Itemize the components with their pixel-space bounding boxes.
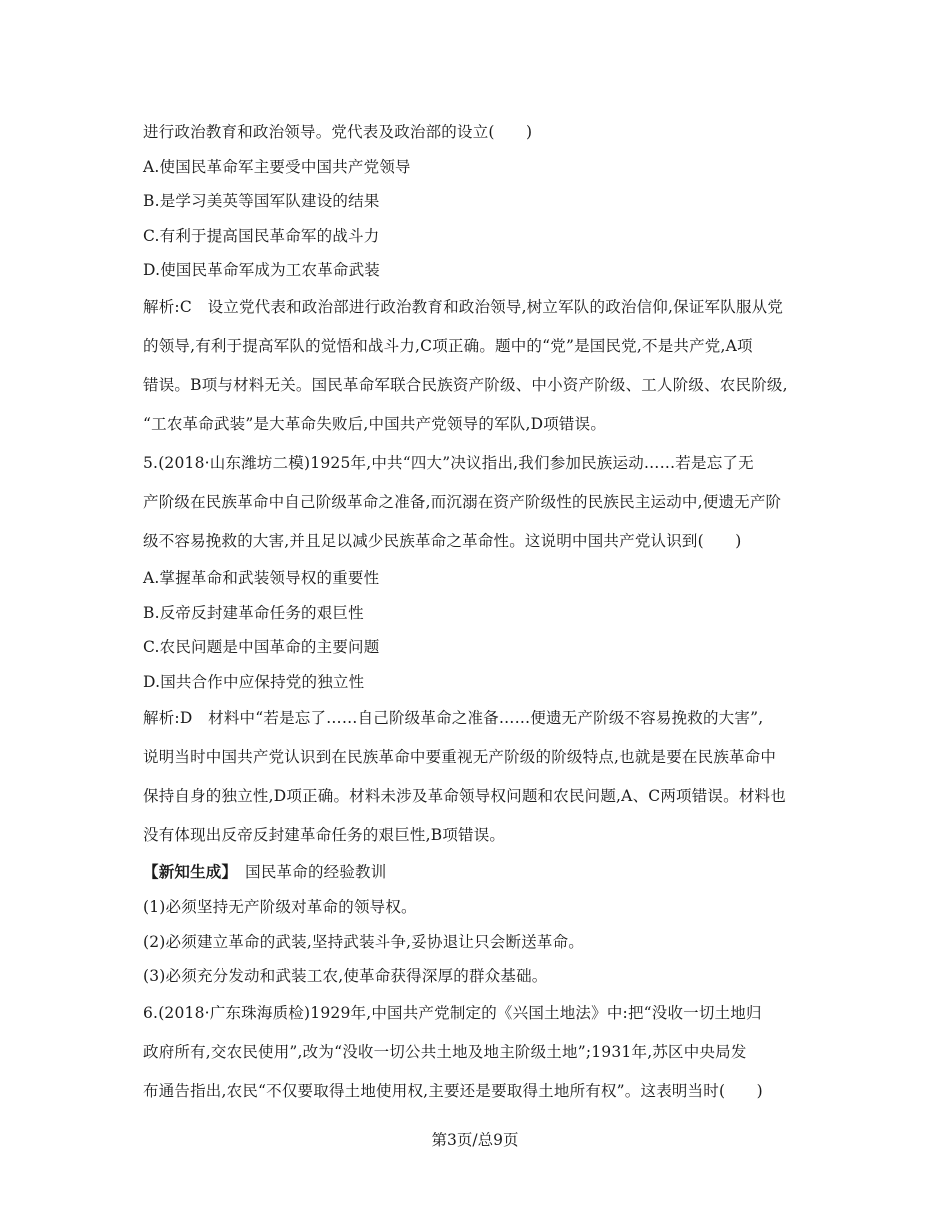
page-footer: 第3页/总9页: [431, 1131, 519, 1149]
question-5-stem-line: 5.(2018·山东潍坊二模)1925年,中共“四大”决议指出,我们参加民族运动……若是忘了无: [143, 453, 754, 472]
question-4-option-a: A.使国民革命军主要受中国共产党领导: [143, 157, 411, 176]
question-6-stem-line: 6.(2018·广东珠海质检)1929年,中国共产党制定的《兴国土地法》中:把“没收一切土地归: [143, 1003, 762, 1022]
question-5-option-a: A.掌握革命和武装领导权的重要性: [143, 568, 380, 587]
analysis-line: 没有体现出反帝反封建革命任务的艰巨性,B项错误。: [143, 826, 506, 845]
new-knowledge-item: (3)必须充分发动和武装工农,使革命获得深厚的群众基础。: [143, 967, 548, 986]
new-knowledge-heading: 【新知生成】: [143, 862, 238, 882]
question-4-option-d: D.使国民革命军成为工农革命武装: [143, 261, 381, 280]
question-6: [143, 994, 823, 1111]
analysis-line: 说明当时中国共产党认识到在民族革命中要重视无产阶级的阶级特点,也就是要在民族革命中: [143, 748, 777, 767]
question-4: [143, 115, 823, 288]
new-knowledge-section: [143, 855, 823, 993]
question-4-option-b: B.是学习美英等国军队建设的结果: [143, 192, 380, 211]
question-4-analysis: [143, 288, 823, 444]
analysis-line: “工农革命武装”是大革命失败后,中国共产党领导的军队,D项错误。: [143, 414, 607, 433]
analysis-line: 的领导,有利于提高军队的觉悟和战斗力,C项正确。题中的“党”是国民党,不是共产党,A项: [143, 336, 753, 355]
question-5-option-b: B.反帝反封建革命任务的艰巨性: [143, 603, 364, 622]
question-4-stem-tail: 进行政治教育和政治领导。党代表及政治部的设立( ): [143, 123, 533, 141]
new-knowledge-heading-line: [143, 855, 823, 890]
analysis-line: 保持自身的独立性,D项正确。材料未涉及革命领导权问题和农民问题,A、C两项错误。材料也: [143, 787, 786, 806]
question-5: [143, 444, 823, 699]
analysis-line: 解析:D 材料中“若是忘了……自己阶级革命之准备……便遗无产阶级不容易挽救的大害”,: [143, 709, 764, 728]
new-knowledge-item: (2)必须建立革命的武装,坚持武装斗争,妥协退让只会断送革命。: [143, 932, 585, 951]
question-4-option-c: C.有利于提高国民革命军的战斗力: [143, 226, 380, 245]
analysis-line: 解析:C 设立党代表和政治部进行政治教育和政治领导,树立军队的政治信仰,保证军队服从党: [143, 297, 784, 316]
question-6-stem-line: 政府所有,交农民使用”,改为“没收一切公共土地及地主阶级土地”;1931年,苏区中央局发: [143, 1042, 747, 1061]
question-5-stem-line: 级不容易挽救的大害,并且足以减少民族革命之革命性。这说明中国共产党认识到( ): [143, 531, 742, 550]
new-knowledge-item: (1)必须坚持无产阶级对革命的领导权。: [143, 897, 417, 916]
question-6-stem-line: 布通告指出,农民“不仅要取得土地使用权,主要还是要取得土地所有权”。这表明当时( ): [143, 1081, 763, 1100]
question-5-option-c: C.农民问题是中国革命的主要问题: [143, 638, 380, 657]
question-5-option-d: D.国共合作中应保持党的独立性: [143, 672, 365, 691]
new-knowledge-title: 国民革命的经验教训: [245, 863, 387, 882]
question-5-analysis: [143, 699, 823, 855]
analysis-line: 错误。B项与材料无关。国民革命军联合民族资产阶级、中小资产阶级、工人阶级、农民阶级,: [143, 375, 788, 394]
page-content: [143, 115, 823, 1111]
question-5-stem-line: 产阶级在民族革命中自己阶级革命之准备,而沉溺在资产阶级性的民族民主运动中,便遗无产阶: [143, 492, 782, 511]
